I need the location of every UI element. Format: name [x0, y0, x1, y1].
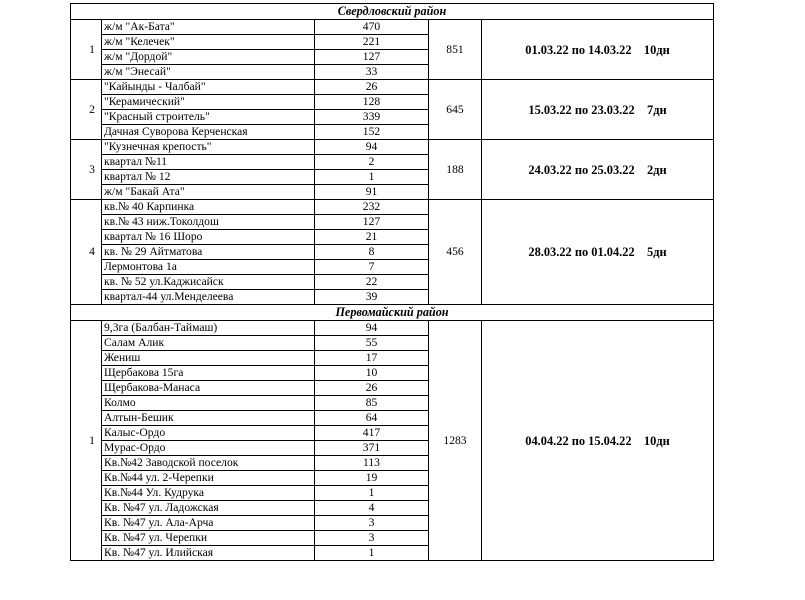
location-name: квартал №11 [102, 155, 315, 170]
location-name: кв. № 52 ул.Каджисайск [102, 275, 315, 290]
location-count: 371 [315, 441, 429, 456]
location-count: 232 [315, 200, 429, 215]
location-count: 21 [315, 230, 429, 245]
group-number: 1 [71, 321, 102, 561]
location-name: ж/м "Энесай" [102, 65, 315, 80]
location-name: "Кайынды - Чалбай" [102, 80, 315, 95]
group-period: 24.03.22 по 25.03.22 2дн [482, 140, 714, 200]
group-period: 15.03.22 по 23.03.22 7дн [482, 80, 714, 140]
location-name: ж/м "Бакай Ата" [102, 185, 315, 200]
location-name: "Кузнечная крепость" [102, 140, 315, 155]
table-row [71, 321, 714, 336]
location-name: Калыс-Ордо [102, 426, 315, 441]
location-count: 127 [315, 50, 429, 65]
location-name: Кв.№44 Ул. Кудрука [102, 486, 315, 501]
location-count: 3 [315, 531, 429, 546]
location-name: Жениш [102, 351, 315, 366]
group-total: 645 [429, 80, 482, 140]
location-name: Щербакова-Манаса [102, 381, 315, 396]
group-number: 4 [71, 200, 102, 305]
district-header-row [71, 4, 714, 20]
location-name: Дачная Суворова Керченская [102, 125, 315, 140]
location-count: 10 [315, 366, 429, 381]
location-count: 94 [315, 140, 429, 155]
location-name: Мурас-Ордо [102, 441, 315, 456]
location-name: кв.№ 40 Карпинка [102, 200, 315, 215]
location-name: Кв. №47 ул. Черепки [102, 531, 315, 546]
table-row [71, 200, 714, 215]
location-name: Кв. №47 ул. Илийская [102, 546, 315, 561]
schedule-table [70, 3, 714, 561]
location-count: 55 [315, 336, 429, 351]
location-count: 26 [315, 80, 429, 95]
group-number: 2 [71, 80, 102, 140]
location-count: 26 [315, 381, 429, 396]
location-count: 221 [315, 35, 429, 50]
location-count: 33 [315, 65, 429, 80]
location-count: 1 [315, 546, 429, 561]
group-total: 1283 [429, 321, 482, 561]
district-header-row [71, 305, 714, 321]
location-count: 113 [315, 456, 429, 471]
location-name: Кв. №47 ул. Ладожская [102, 501, 315, 516]
schedule-table-body [71, 4, 714, 561]
group-total: 456 [429, 200, 482, 305]
table-row [71, 20, 714, 35]
district-title: Первомайский район [71, 305, 714, 321]
location-count: 128 [315, 95, 429, 110]
group-number: 1 [71, 20, 102, 80]
table-row [71, 80, 714, 95]
location-count: 85 [315, 396, 429, 411]
location-count: 64 [315, 411, 429, 426]
location-name: квартал № 16 Шоро [102, 230, 315, 245]
location-name: Салам Алик [102, 336, 315, 351]
location-name: Кв.№42 Заводской поселок [102, 456, 315, 471]
location-count: 7 [315, 260, 429, 275]
group-period: 01.03.22 по 14.03.22 10дн [482, 20, 714, 80]
location-count: 91 [315, 185, 429, 200]
location-name: Кв. №47 ул. Ала-Арча [102, 516, 315, 531]
district-title: Свердловский район [71, 4, 714, 20]
location-name: ж/м "Келечек" [102, 35, 315, 50]
location-name: Щербакова 15га [102, 366, 315, 381]
group-period: 04.04.22 по 15.04.22 10дн [482, 321, 714, 561]
location-count: 1 [315, 486, 429, 501]
location-count: 19 [315, 471, 429, 486]
location-name: квартал № 12 [102, 170, 315, 185]
location-count: 470 [315, 20, 429, 35]
location-count: 417 [315, 426, 429, 441]
location-count: 17 [315, 351, 429, 366]
location-name: кв.№ 43 ниж.Токолдош [102, 215, 315, 230]
location-count: 94 [315, 321, 429, 336]
group-total: 851 [429, 20, 482, 80]
location-name: "Керамический" [102, 95, 315, 110]
location-count: 127 [315, 215, 429, 230]
location-count: 339 [315, 110, 429, 125]
location-name: Лермонтова 1а [102, 260, 315, 275]
location-count: 152 [315, 125, 429, 140]
group-number: 3 [71, 140, 102, 200]
location-count: 4 [315, 501, 429, 516]
location-name: ж/м "Дордой" [102, 50, 315, 65]
location-count: 22 [315, 275, 429, 290]
location-name: квартал-44 ул.Менделеева [102, 290, 315, 305]
location-name: кв. № 29 Айтматова [102, 245, 315, 260]
location-count: 39 [315, 290, 429, 305]
group-period: 28.03.22 по 01.04.22 5дн [482, 200, 714, 305]
location-count: 8 [315, 245, 429, 260]
location-name: Алтын-Бешик [102, 411, 315, 426]
table-row [71, 140, 714, 155]
location-count: 1 [315, 170, 429, 185]
location-name: "Красный строитель" [102, 110, 315, 125]
location-count: 2 [315, 155, 429, 170]
location-name: 9,3га (Балбан-Таймаш) [102, 321, 315, 336]
location-name: Колмо [102, 396, 315, 411]
group-total: 188 [429, 140, 482, 200]
location-name: ж/м "Ак-Бата" [102, 20, 315, 35]
location-count: 3 [315, 516, 429, 531]
location-name: Кв.№44 ул. 2-Черепки [102, 471, 315, 486]
